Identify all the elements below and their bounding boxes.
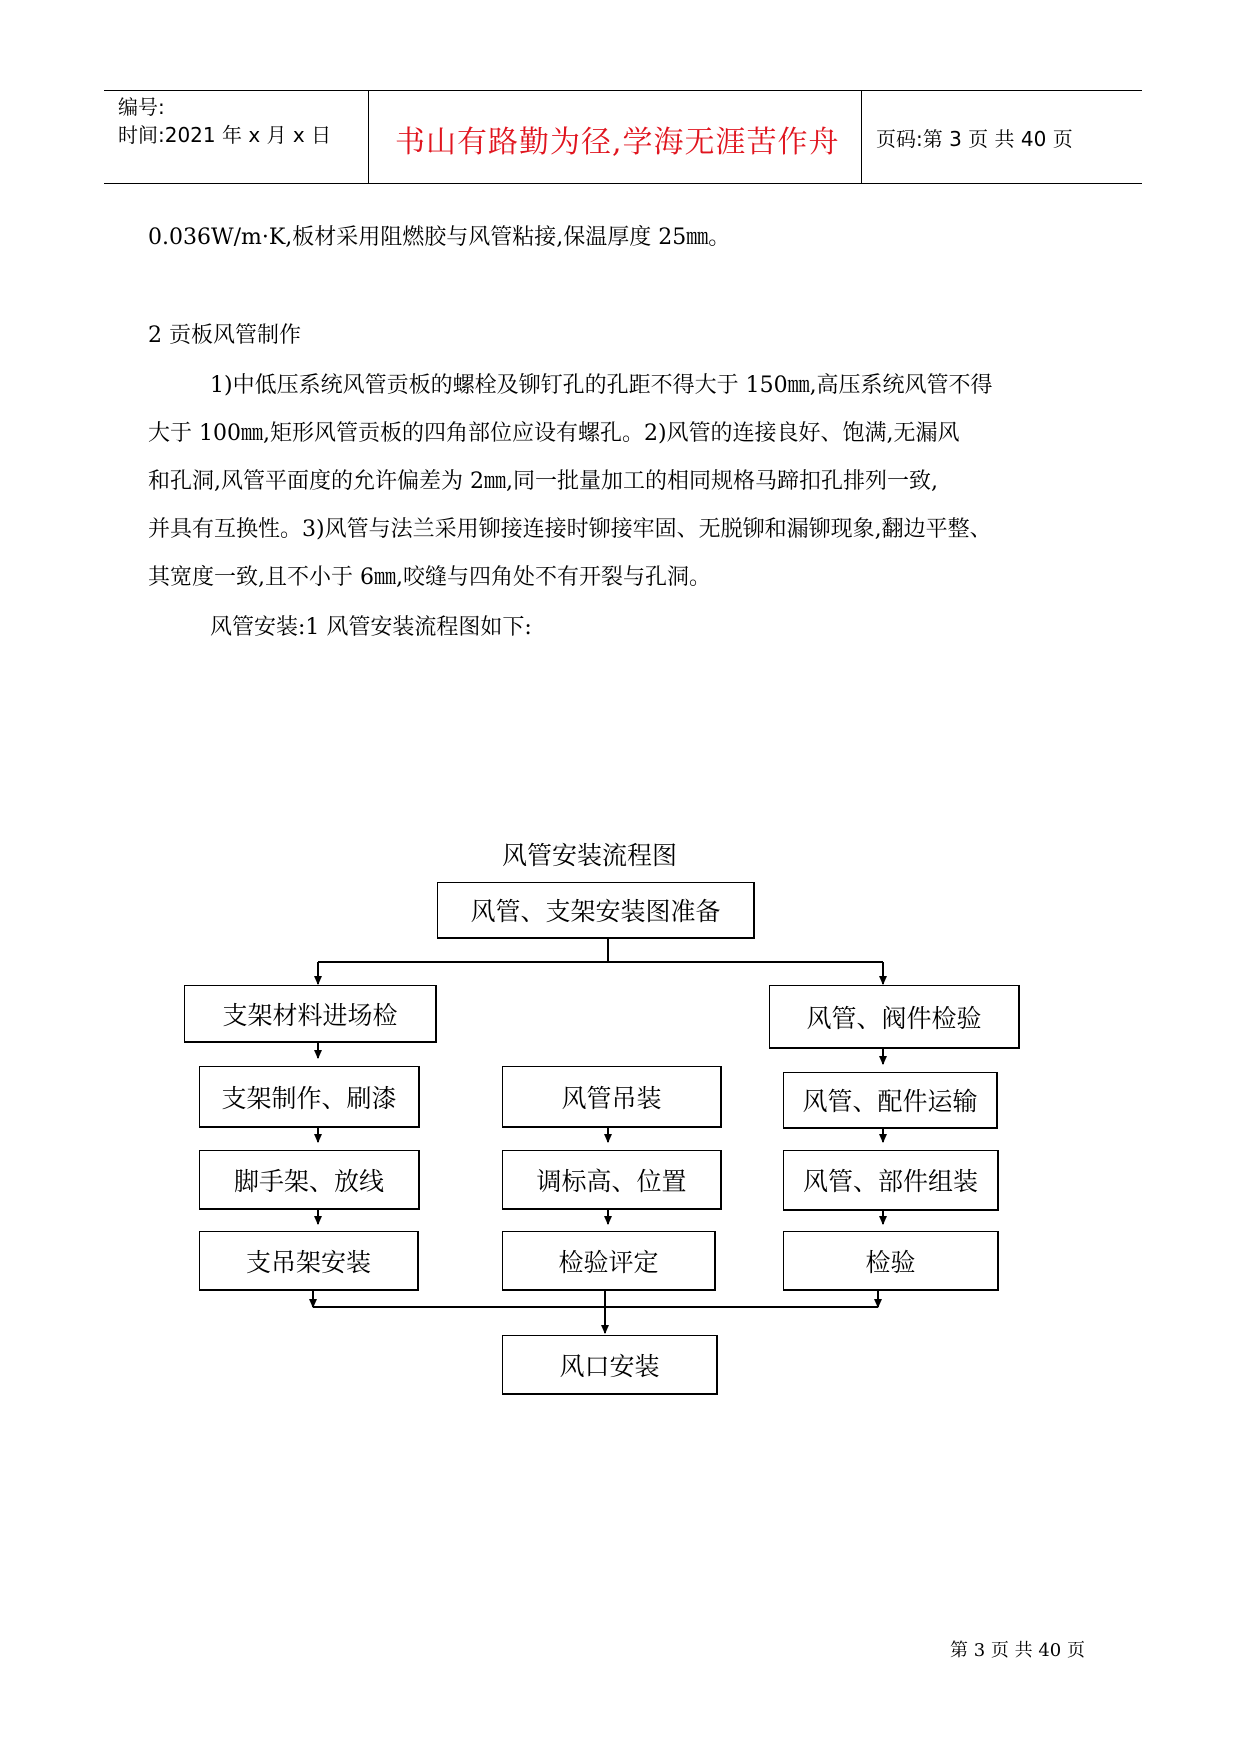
flow-right-step-4: 检验 [783,1231,999,1291]
flow-end-box: 风口安装 [502,1335,718,1395]
para-line-4: 并具有互换性。3)风管与法兰采用铆接连接时铆接牢固、无脱铆和漏铆现象,翻边平整、 [148,517,992,542]
flow-mid-step-3: 检验评定 [502,1231,716,1291]
para-line-5: 其宽度一致,且不小于 6㎜,咬缝与四角处不有开裂与孔洞。 [148,565,711,590]
section-heading: 2 贡板风管制作 [148,323,301,348]
flow-right-step-3: 风管、部件组装 [783,1150,999,1211]
header-time-label: 时间:2021 年 x 月 x 日 [118,123,332,147]
flow-left-step-2: 支架制作、刷漆 [199,1066,420,1128]
header-serial-label: 编号: [118,95,165,119]
footer-page-label: 第 3 页 共 40 页 [950,1640,1085,1661]
install-intro: 风管安装:1 风管安装流程图如下: [210,615,532,640]
para-line-3: 和孔洞,风管平面度的允许偏差为 2㎜,同一批量加工的相同规格马蹄扣孔排列一致, [148,469,938,494]
flow-left-step-1: 支架材料进场检 [184,985,437,1043]
flow-right-step-2: 风管、配件运输 [783,1072,998,1129]
flow-start-box: 风管、支架安装图准备 [437,882,755,939]
body-line-thermal: 0.036W/m·K,板材采用阻燃胶与风管粘接,保温厚度 25㎜。 [148,225,731,250]
header-page-label: 页码:第 3 页 共 40 页 [876,127,1073,151]
para-line-2: 大于 100㎜,矩形风管贡板的四角部位应设有螺孔。2)风管的连接良好、饱满,无漏风 [148,421,960,446]
flow-left-step-3: 脚手架、放线 [199,1150,420,1210]
flow-mid-step-2: 调标高、位置 [502,1150,722,1210]
header-motto: 书山有路勤为径,学海无涯苦作舟 [395,125,840,160]
flow-right-step-1: 风管、阀件检验 [769,985,1020,1049]
flowchart-title: 风管安装流程图 [502,841,678,870]
para-line-1: 1)中低压系统风管贡板的螺栓及铆钉孔的孔距不得大于 150㎜,高压系统风管不得 [210,373,993,398]
flow-mid-step-1: 风管吊装 [502,1066,722,1128]
flow-left-step-4: 支吊架安装 [199,1231,419,1291]
